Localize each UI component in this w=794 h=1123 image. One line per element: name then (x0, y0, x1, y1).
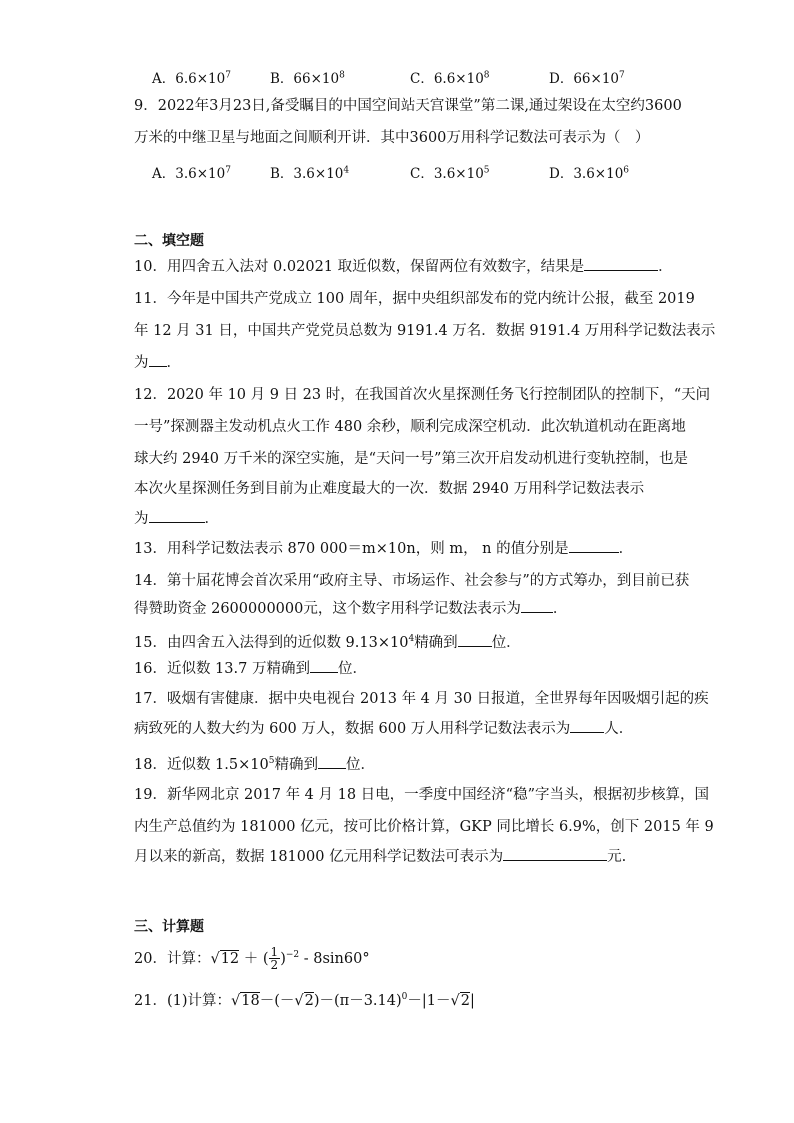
q9-option-d[interactable]: D．$3.6\times 10^6$ (549, 165, 630, 182)
q19-line-2: 内生产总值约为 181000 亿元，按可比价格计算，GKP 同比增长 6.9%，创下 2015 年 9 (134, 819, 714, 835)
q8-option-d[interactable]: D．$66\times 10^7$ (549, 70, 625, 87)
q15-text-2: 精确到 (414, 634, 458, 651)
q12-line-1: 12．2020 年 10 月 9 日 23 时，在我国首次火星探测任务飞行控制团队的控制下，“天问 (134, 387, 711, 403)
section-calculation-title: 三、计算题 (134, 919, 204, 935)
q21-exponent: 0 (401, 992, 408, 1002)
q20-numerator: 1 (270, 945, 279, 960)
q9-option-c[interactable]: C．$3.6\times 10^5$ (410, 165, 490, 182)
q15 (134, 628, 521, 654)
section-fill-in-title: 二、填空题 (134, 233, 204, 249)
q17-line-1: 17．吸烟有害健康．据中央电视台 2013 年 4 月 30 日报道，全世界每年因吸烟引起的疾 (134, 691, 709, 707)
q11-line-3 (134, 352, 181, 374)
q21-part-a: －(－ (259, 992, 295, 1009)
q10-answer-blank[interactable] (584, 256, 658, 271)
q20-denominator: 2 (270, 958, 279, 973)
q16 (134, 658, 367, 680)
q17-text: 病致死的人数大约为 600 万人，数据 600 万人用科学记数法表示为 (134, 721, 571, 737)
q21: 21．(1)计算：$√18-(-√2)-(\pi-3.14)^0-|1-√2|$ (134, 992, 475, 1009)
q21-part-d: | (470, 992, 475, 1009)
q20-text: 20．计算： (134, 950, 211, 967)
q14-text: 得赞助资金 2600000000元，这个数字用科学记数法表示为 (134, 601, 521, 617)
q10-text: 10．用四舍五入法对 0.02021 取近似数，保留两位有效数字，结果是 (134, 259, 585, 275)
q11-line-1: 11．今年是中国共产党成立 100 周年，据中央组织部发布的党内统计公报，截至 2019 (134, 291, 695, 307)
q21-sqrt-18: 18 (241, 992, 260, 1009)
q17-answer-blank[interactable] (570, 718, 604, 733)
q16-answer-blank[interactable] (310, 658, 338, 673)
q19-end: 元. (607, 849, 627, 865)
q12-answer-blank[interactable] (149, 508, 205, 523)
q19-answer-blank[interactable] (503, 846, 607, 861)
q9-line-2: 万米的中继卫星与地面之间顺利开讲．其中3600万用科学记数法可表示为（ ） (134, 130, 650, 146)
q19-text: 月以来的新高，数据 181000 亿元用科学记数法可表示为 (134, 849, 504, 865)
q9-line-1: 9．2022年3月23日,备受瞩目的中国空间站天宫课堂”第二课,通过架设在太空约3600 (134, 98, 682, 114)
q14-answer-blank[interactable] (521, 598, 553, 613)
q12-line-4: 本次火星探测任务到目前为止难度最大的一次．数据 2940 万用科学记数法表示 (134, 481, 645, 497)
q14-line-2 (134, 598, 567, 620)
q19-line-1: 19．新华网北京 2017 年 4 月 18 日电，一季度中国经济“稳”字当头，根据初步核算，国 (134, 787, 710, 803)
q21-text: 21．(1)计算： (134, 992, 231, 1009)
q17-end: 人． (604, 721, 634, 737)
q14-end: ． (552, 601, 568, 617)
q11-end: ． (166, 355, 181, 371)
q17-line-2 (134, 718, 633, 740)
q8-option-a[interactable]: A．$6.6\times 10^7$ (152, 70, 231, 87)
q15-answer-blank[interactable] (458, 632, 492, 647)
q20: 20．计算：√12 ＋ ( $\frac{1}{2}$ )$^{-2}$ - 8sin60° (134, 945, 370, 973)
q20-fraction (269, 946, 281, 971)
q10 (134, 256, 673, 278)
q16-text: 16．近似数 13.7 万精确到 (134, 661, 310, 677)
q18-answer-blank[interactable] (318, 754, 346, 769)
q13-text: 13．用科学记数法表示 870 000＝m×10n，则 m， n 的值分别是 (134, 541, 569, 557)
q18 (134, 750, 375, 776)
q21-part-b: )－(π－3.14) (313, 992, 402, 1009)
q12-line-5 (134, 508, 219, 530)
q14-line-1: 14．第十届花博会首次采用“政府主导、市场运作、社会参与”的方式筹办，到目前已获 (134, 573, 690, 589)
q15-end: 位． (491, 634, 521, 651)
q8-option-c[interactable]: C．$6.6\times 10^8$ (410, 70, 490, 87)
q18-text-2: 精确到 (274, 756, 318, 773)
q11-line-2: 年 12 月 31 日，中国共产党党员总数为 9191.4 万名．数据 9191.4 万用科学记数法表示 (134, 323, 716, 339)
q13 (134, 538, 633, 560)
q19-line-3 (134, 846, 626, 868)
q9-option-b[interactable]: B．$3.6\times 10^4$ (270, 165, 350, 182)
q8-option-b[interactable]: B．$66\times 10^8$ (270, 70, 345, 87)
q12-line-3: 球大约 2940 万千米的深空实施，是“天问一号”第三次开启发动机进行变轨控制，也是 (134, 451, 688, 467)
q18-exponent: 5 (268, 756, 275, 766)
q12-text: 为 (134, 511, 149, 527)
q20-plus: ＋ ( (243, 950, 269, 967)
q15-exponent: 4 (408, 634, 415, 644)
q16-end: 位． (337, 661, 367, 677)
q20-sqrt-12: 12 (220, 950, 240, 967)
q9-option-a[interactable]: A．$3.6\times 10^7$ (152, 165, 231, 182)
q21-part-c: －|1－ (407, 992, 451, 1009)
q11-answer-blank[interactable] (149, 352, 167, 367)
q21-sqrt-2b: 2 (460, 992, 470, 1009)
q18-end: 位． (345, 756, 375, 773)
q20-text-2: - 8sin60° (299, 950, 370, 967)
q13-end: ． (618, 541, 634, 557)
q21-sqrt-2a: 2 (304, 992, 314, 1009)
q18-text: 18．近似数 1.5×10 (134, 756, 269, 773)
q20-exponent: −2 (285, 950, 300, 960)
q12-line-2: 一号”探测器主发动机点火工作 480 余秒，顺利完成深空机动．此次轨道机动在距离地 (134, 419, 686, 435)
q11-text: 为 (134, 355, 149, 371)
q15-text: 15．由四舍五入法得到的近似数 9.13×10 (134, 634, 409, 651)
q10-end: ． (658, 259, 673, 275)
q13-answer-blank[interactable] (569, 538, 619, 553)
q12-end: ． (204, 511, 219, 527)
